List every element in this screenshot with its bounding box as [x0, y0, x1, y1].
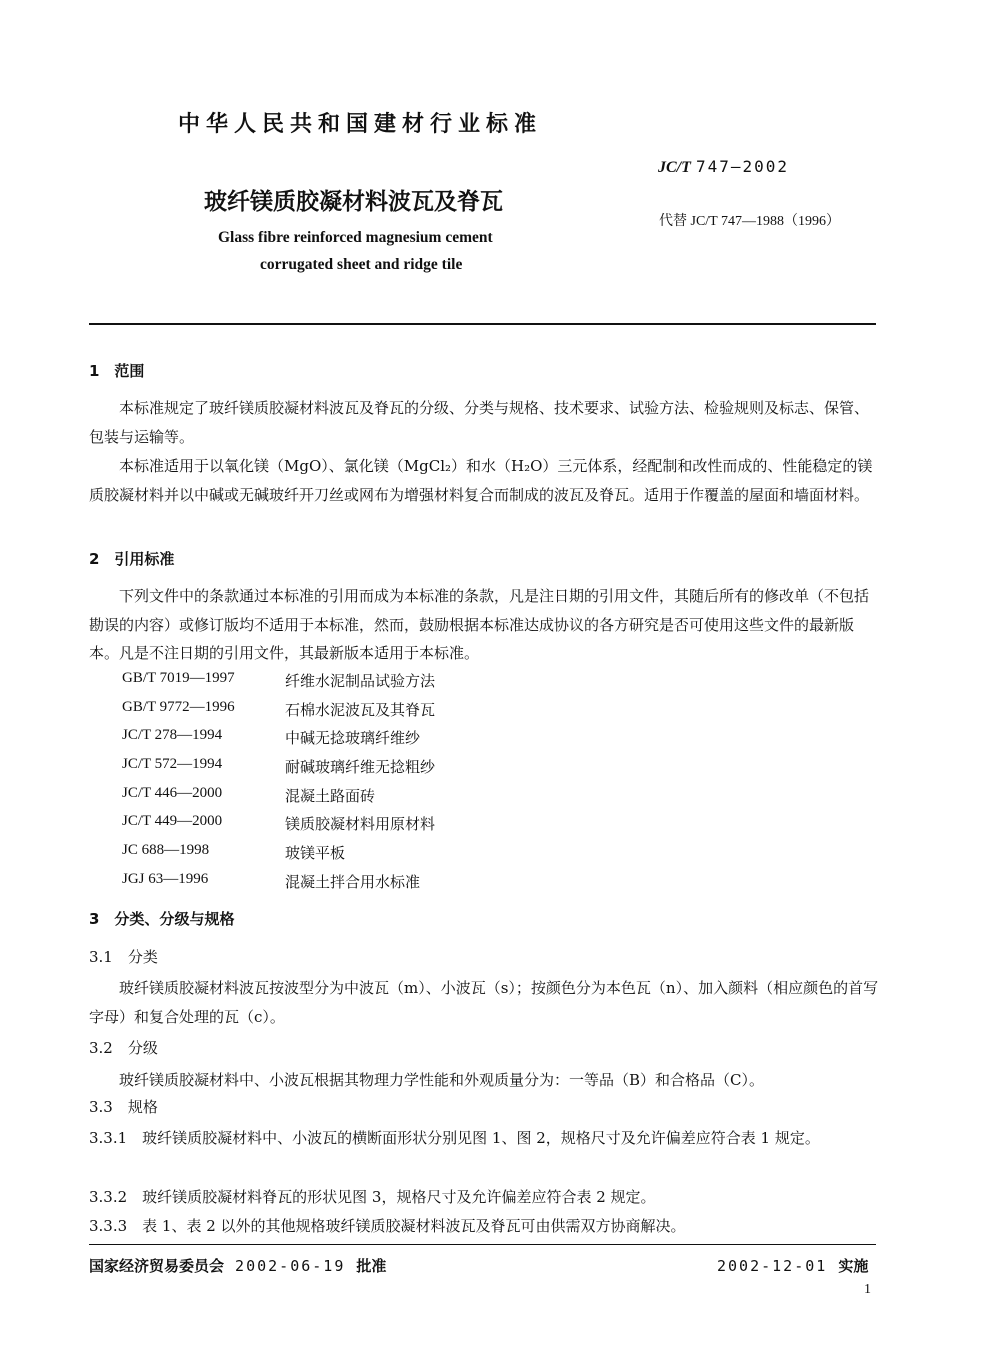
- section-1-para-2: 本标准适用于以氧化镁（MgO）、氯化镁（MgCl₂）和水（H₂O）三元体系，经配制和改性而成的、性能稳定的镁质胶凝材料并以中碱或无碱玻纤开刀丝或网布为增强材料复合而制成的波瓦及脊瓦。适用于作覆盖的屋面和墙面材料。: [89, 457, 873, 504]
- issuing-authority: 中华人民共和国建材行业标准: [178, 112, 543, 137]
- reference-code: JC/T 446—2000: [122, 784, 223, 801]
- reference-code: GB/T 7019—1997: [122, 670, 235, 686]
- reference-code: GB/T 9772—1996: [122, 698, 235, 715]
- section-2-para-1: 下列文件中的条款通过本标准的引用而成为本标准的条款，凡是注日期的引用文件，其随后所有的修改单（不包括勘误的内容）或修订版均不适用于本标准，然而，鼓励根据本标准达成协议的各方研究是否可使用这些文件的最新版本。凡是不注日期的引用文件，其最新版本适用于本标准。: [89, 587, 870, 662]
- reference-code: JC/T 572—1994: [122, 756, 223, 773]
- approver: 国家经济贸易委员会: [89, 1257, 225, 1275]
- reference-title: 纤维水泥制品试验方法: [285, 672, 436, 690]
- section-3-1-heading: 3.1 分类: [89, 948, 158, 966]
- standard-number: [658, 157, 789, 177]
- document-title: 玻纤镁质胶凝材料波瓦及脊瓦: [204, 189, 503, 215]
- section-3-2-heading: 3.2 分级: [89, 1039, 158, 1057]
- reference-title: 混凝土路面砖: [285, 786, 376, 805]
- implementation-date: 2002-12-01: [717, 1257, 839, 1275]
- reference-code: JC 688—1998: [122, 842, 210, 859]
- section-2-heading: 2 引用标准: [89, 550, 175, 568]
- reference-title: 镁质胶凝材料用原材料: [285, 815, 436, 834]
- reference-title: 中碱无捻玻璃纤维纱: [285, 729, 421, 748]
- reference-code: JC/T 449—2000: [122, 813, 223, 830]
- section-1-heading: 1 范围: [89, 362, 145, 380]
- reference-title: 石棉水泥波瓦及其脊瓦: [285, 700, 436, 719]
- section-1-para-1: 本标准规定了玻纤镁质胶凝材料波瓦及脊瓦的分级、分类与规格、技术要求、试验方法、检验规则及标志、保管、包装与运输等。: [89, 399, 870, 446]
- reference-title: 混凝土拌合用水标准: [285, 872, 421, 891]
- reference-title: 玻镁平板: [285, 844, 346, 863]
- section-3-1-text: 玻纤镁质胶凝材料波瓦按波型分为中波瓦（m）、小波瓦（s）；按颜色分为本色瓦（n）、加入颜料（相应颜色的首写字母）和复合处理的瓦（c）。: [89, 979, 879, 1026]
- english-title-line-1: Glass fibre reinforced magnesium cement: [218, 229, 493, 246]
- replaces-note: 代替 JC/T 747—1988（1996）: [659, 214, 840, 229]
- english-title-line-2: corrugated sheet and ridge tile: [260, 256, 463, 273]
- section-3-3-heading: 3.3 规格: [89, 1098, 158, 1116]
- approval-line: [89, 1255, 386, 1276]
- section-3-3-3-text: 3.3.3 表 1、表 2 以外的其他规格玻纤镁质胶凝材料波瓦及脊瓦可由供需双方协商解决。: [89, 1217, 686, 1235]
- reference-code: JGJ 63—1996: [122, 870, 209, 887]
- page-number: 1: [864, 1282, 871, 1297]
- section-3-3-2-text: 3.3.2 玻纤镁质胶凝材料脊瓦的形状见图 3，规格尺寸及允许偏差应符合表 2 规定。: [89, 1188, 656, 1206]
- approval-word: 批准: [356, 1257, 387, 1275]
- approval-date: 2002-06-19: [224, 1257, 357, 1275]
- reference-code: JC/T 278—1994: [122, 727, 223, 744]
- standard-year: 747—2002: [695, 157, 790, 176]
- header-rule: [89, 323, 876, 325]
- section-3-heading: 3 分类、分级与规格: [89, 910, 235, 928]
- implementation-word: 实施: [838, 1257, 869, 1275]
- footer-rule: [89, 1244, 876, 1245]
- standard-prefix: JC/T: [658, 159, 691, 176]
- section-3-2-text: 玻纤镁质胶凝材料中、小波瓦根据其物理力学性能和外观质量分为：一等品（B）和合格品（C）。: [119, 1071, 765, 1089]
- reference-title: 耐碱玻璃纤维无捻粗纱: [285, 758, 436, 777]
- implementation-line: [717, 1255, 868, 1276]
- section-3-3-1-text: 3.3.1 玻纤镁质胶凝材料中、小波瓦的横断面形状分别见图 1、图 2，规格尺寸及允许偏差应符合表 1 规定。: [89, 1129, 820, 1147]
